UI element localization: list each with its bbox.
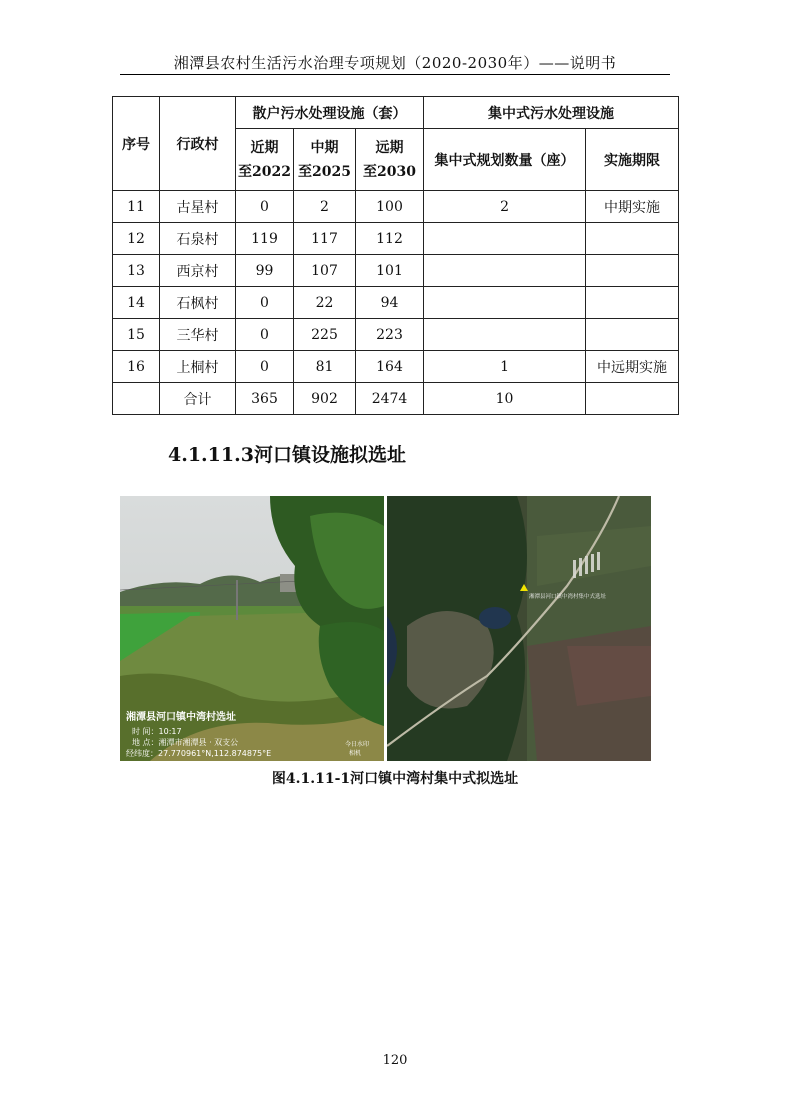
table-row (113, 255, 679, 287)
cell-near: 365 (236, 383, 294, 415)
cell-mid: 22 (294, 287, 356, 319)
header-near-year: 至2022 (238, 163, 291, 180)
header-far-label: 远期 (375, 139, 404, 156)
cell-near: 0 (236, 287, 294, 319)
cell-mid: 117 (294, 223, 356, 255)
cell-seq: 15 (113, 319, 160, 351)
cell-central (424, 319, 586, 351)
header-rule (120, 74, 670, 75)
cell-mid: 2 (294, 191, 356, 223)
photo-coords: 经纬度：27.770961°N,112.874875°E (126, 749, 272, 758)
table-row (113, 351, 679, 383)
cell-mid: 81 (294, 351, 356, 383)
satellite-map (387, 496, 651, 761)
photo-stamp-bottom: 相机 (349, 750, 362, 757)
cell-period (586, 287, 679, 319)
cell-period (586, 255, 679, 287)
table-row (113, 223, 679, 255)
cell-seq (113, 383, 160, 415)
section-heading: 4.1.11.3河口镇设施拟选址 (168, 444, 406, 466)
cell-far: 2474 (356, 383, 424, 415)
cell-far: 94 (356, 287, 424, 319)
photo-label: 湘潭县河口镇中湾村选址 (126, 712, 236, 723)
cell-village: 西京村 (160, 255, 236, 287)
cell-near: 0 (236, 191, 294, 223)
header-near-term (236, 129, 294, 191)
cell-near: 0 (236, 351, 294, 383)
cell-far: 164 (356, 351, 424, 383)
header-near-label: 近期 (250, 139, 279, 156)
photo-stamp-top: 今日水印 (345, 741, 370, 748)
cell-mid: 225 (294, 319, 356, 351)
cell-village: 石泉村 (160, 223, 236, 255)
figure-caption: 图4.1.11-1河口镇中湾村集中式拟选址 (271, 771, 519, 787)
cell-central: 1 (424, 351, 586, 383)
cell-period (586, 223, 679, 255)
cell-period: 中期实施 (586, 191, 679, 223)
table-row (113, 191, 679, 223)
cell-seq: 13 (113, 255, 160, 287)
header-centralized-group: 集中式污水处理设施 (424, 97, 679, 129)
cell-central (424, 287, 586, 319)
cell-far: 100 (356, 191, 424, 223)
page-number: 120 (382, 1053, 408, 1068)
cell-seq: 14 (113, 287, 160, 319)
facility-plan-table (112, 96, 679, 415)
cell-central (424, 223, 586, 255)
header-mid-year: 至2025 (298, 163, 351, 180)
table-row-total (113, 383, 679, 415)
cell-village: 石枫村 (160, 287, 236, 319)
cell-seq: 11 (113, 191, 160, 223)
table-row (113, 287, 679, 319)
cell-village: 上桐村 (160, 351, 236, 383)
cell-village: 合计 (160, 383, 236, 415)
header-central-count: 集中式规划数量（座） (424, 129, 586, 191)
cell-near: 119 (236, 223, 294, 255)
map-label: 湘潭县河口镇中湾村集中式选址 (529, 594, 607, 600)
photo-place: 地 点：湘潭市湘潭县 · 双支公 (132, 738, 239, 747)
cell-central: 10 (424, 383, 586, 415)
cell-seq: 12 (113, 223, 160, 255)
cell-near: 99 (236, 255, 294, 287)
cell-period (586, 319, 679, 351)
header-dispersed-group: 散户污水处理设施（套） (236, 97, 424, 129)
header-mid-label: 中期 (310, 139, 339, 156)
cell-central: 2 (424, 191, 586, 223)
running-header: 湘潭县农村生活污水治理专项规划（2020-2030年）——说明书 (173, 54, 617, 72)
header-village: 行政村 (160, 97, 236, 191)
table-row (113, 319, 679, 351)
cell-near: 0 (236, 319, 294, 351)
cell-village: 古星村 (160, 191, 236, 223)
header-far-year: 至2030 (363, 163, 416, 180)
cell-period (586, 383, 679, 415)
cell-mid: 902 (294, 383, 356, 415)
photo-time: 时 间：10:17 (132, 727, 182, 736)
header-mid-term (294, 129, 356, 191)
cell-seq: 16 (113, 351, 160, 383)
site-figure (120, 496, 651, 761)
cell-village: 三华村 (160, 319, 236, 351)
cell-period: 中远期实施 (586, 351, 679, 383)
header-seq: 序号 (113, 97, 160, 191)
site-photo (120, 496, 384, 761)
header-far-term (356, 129, 424, 191)
cell-far: 112 (356, 223, 424, 255)
cell-far: 101 (356, 255, 424, 287)
cell-mid: 107 (294, 255, 356, 287)
header-period: 实施期限 (586, 129, 679, 191)
cell-far: 223 (356, 319, 424, 351)
cell-central (424, 255, 586, 287)
